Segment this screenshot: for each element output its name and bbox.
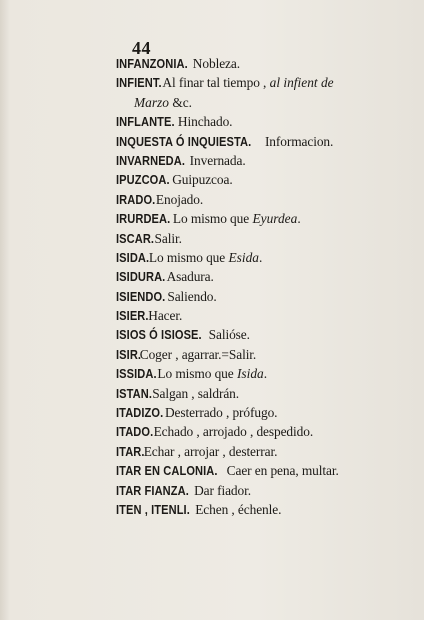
glossary-entry [116, 403, 420, 422]
entry-definition: Informacion. [261, 133, 334, 149]
glossary-entry [116, 151, 420, 170]
entry-definition: Asadura. [164, 269, 214, 285]
entry-definition: Hacer. [145, 308, 183, 324]
entry-headword: ISTAN. [116, 386, 153, 401]
glossary-entry [116, 73, 420, 92]
entry-italic-term: al infient de [266, 75, 334, 91]
entry-headword: INFLANTE. [116, 115, 175, 130]
entry-definition: Nobleza. [189, 56, 240, 71]
entry-italic-term: Marzo [134, 94, 169, 110]
entry-headword: ITAR EN CALONIA. [116, 464, 218, 479]
glossary-entry [116, 209, 420, 228]
glossary-entry [116, 190, 420, 209]
entry-definition: Coger , agarrar.=Salir. [136, 346, 257, 362]
entry-headword: ISIER. [116, 309, 149, 324]
glossary-entry [116, 170, 420, 189]
entry-definition: Al finar tal tiempo , [159, 75, 267, 91]
glossary-entry [116, 345, 420, 364]
entry-punctuation: . [258, 249, 263, 265]
glossary-entry [116, 500, 420, 519]
entry-headword: INVARNEDA. [116, 153, 186, 168]
entry-definition: Echen , échenle. [191, 501, 282, 517]
entry-definition: Echar , arrojar , desterrar. [140, 443, 278, 459]
entry-definition: Enojado. [152, 191, 204, 207]
entry-italic-term: Eyurdea [249, 211, 298, 227]
glossary-entry [116, 267, 420, 286]
entry-headword: INFIENT. [116, 76, 162, 91]
entry-headword: ITEN , ITENLI. [116, 502, 190, 517]
glossary-entry [116, 112, 420, 131]
entry-italic-term: Esida [225, 249, 259, 265]
glossary-entry [116, 461, 420, 480]
glossary-entries [116, 54, 420, 519]
glossary-entry [116, 229, 420, 248]
entry-headword: IPUZCOA. [116, 173, 170, 188]
glossary-entry [116, 325, 420, 344]
glossary-entry-continuation [116, 93, 420, 112]
entry-headword: IRURDEA. [116, 212, 171, 227]
entry-headword: ITADIZO. [116, 406, 164, 421]
entry-definition: Salgan , saldrán. [148, 385, 240, 401]
entry-headword: INQUESTA Ó INQUIESTA. [116, 134, 252, 149]
entry-definition: Echado , arrojado , despedido. [150, 424, 314, 440]
entry-headword: ISIDURA. [116, 270, 166, 285]
entry-definition: Invernada. [186, 152, 246, 168]
entry-headword: ITAR. [116, 444, 145, 459]
entry-headword: ISIOS Ó ISIOSE. [116, 328, 202, 343]
glossary-entry [116, 364, 420, 383]
entry-headword: ISIDA. [116, 250, 150, 265]
entry-punctuation: . [263, 366, 268, 382]
page-number: 44 [132, 38, 151, 58]
entry-definition: Lo mismo que [169, 211, 250, 227]
glossary-entry [116, 442, 420, 461]
glossary-entry [116, 306, 420, 325]
entry-headword: ISSIDA. [116, 367, 157, 382]
entry-definition: Desterrado , prófugo. [161, 405, 278, 421]
entry-italic-term: Isida [233, 366, 264, 382]
entry-definition: Salióse. [205, 327, 250, 343]
glossary-entry [116, 384, 420, 403]
glossary-entry [116, 132, 420, 151]
entry-definition: Lo mismo que [145, 249, 226, 265]
entry-headword: ISIENDO. [116, 289, 166, 304]
entry-definition: Saliendo. [164, 288, 217, 304]
glossary-entry [116, 248, 420, 267]
glossary-entry [116, 481, 420, 500]
entry-definition: &c. [168, 94, 193, 110]
glossary-entry [116, 422, 420, 441]
entry-headword: ISCAR. [116, 231, 155, 246]
glossary-entry [116, 287, 420, 306]
glossary-entry [116, 54, 420, 73]
entry-punctuation: . [297, 211, 301, 227]
entry-headword: ISIR. [116, 347, 142, 362]
entry-headword: ITAR FIANZA. [116, 483, 189, 498]
entry-definition: Hinchado. [174, 114, 233, 130]
entry-definition: Salir. [151, 230, 182, 246]
entry-definition: Lo mismo que [154, 366, 234, 382]
entry-definition: Guipuzcoa. [168, 172, 233, 188]
entry-definition: Caer en pena, multar. [223, 463, 339, 479]
entry-headword: INFANZONIA. [116, 57, 188, 71]
entry-headword: IRADO. [116, 192, 156, 207]
entry-headword: ITADO. [116, 425, 154, 440]
entry-definition: Dar fiador. [190, 482, 251, 498]
